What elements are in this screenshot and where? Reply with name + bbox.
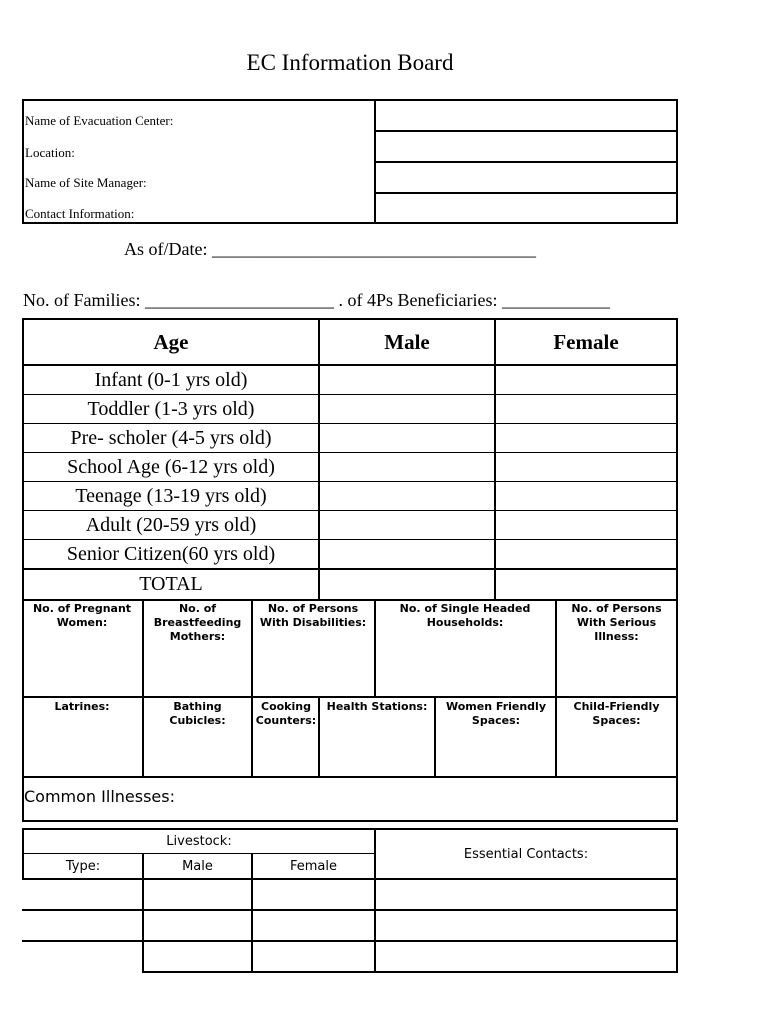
as-of-date-blank[interactable]: ____________________________________ xyxy=(211,239,536,259)
as-of-date-line xyxy=(124,239,536,260)
livestock-male-header: Male xyxy=(182,858,213,874)
evac-center-field[interactable] xyxy=(376,101,676,130)
essential-contacts-header: Essential Contacts: xyxy=(463,846,589,862)
fourps-blank[interactable]: ____________ xyxy=(501,290,610,310)
cooking-counters-label: Cooking Counters: xyxy=(255,700,317,727)
age-row-senior: Senior Citizen(60 yrs old) xyxy=(66,542,276,565)
livestock-title: Livestock: xyxy=(166,834,232,849)
age-row-infant: Infant (0-1 yrs old) xyxy=(94,368,248,391)
fourps-label: . of 4Ps Beneficiaries: xyxy=(338,290,498,310)
women-friendly-label: Women Friendly Spaces: xyxy=(446,700,546,727)
breastfeeding-label: No. of Breastfeeding Mothers: xyxy=(153,602,242,643)
families-blank[interactable]: _____________________ xyxy=(145,290,334,310)
health-stations-label: Health Stations: xyxy=(326,700,428,713)
families-line xyxy=(23,290,678,311)
site-manager-field[interactable] xyxy=(376,163,676,192)
age-row-toddler: Toddler (1-3 yrs old) xyxy=(87,397,255,420)
age-row-teenage: Teenage (13-19 yrs old) xyxy=(75,484,267,507)
male-header: Male xyxy=(384,329,430,354)
evac-center-label: Name of Evacuation Center: xyxy=(25,113,174,128)
bathing-cubicles-label: Bathing Cubicles: xyxy=(169,700,226,727)
contact-field[interactable] xyxy=(376,194,676,222)
female-count-cells[interactable] xyxy=(496,366,676,599)
site-manager-label: Name of Site Manager: xyxy=(25,175,147,190)
male-count-cells[interactable] xyxy=(320,366,494,599)
location-label: Location: xyxy=(25,145,75,160)
as-of-date-label: As of/Date: xyxy=(124,239,208,259)
child-friendly-label: Child-Friendly Spaces: xyxy=(573,700,660,727)
age-header: Age xyxy=(153,329,189,354)
total-label: TOTAL xyxy=(139,573,203,595)
livestock-female-header: Female xyxy=(289,858,337,874)
page-title: EC Information Board xyxy=(246,50,454,75)
essential-contacts-rows[interactable] xyxy=(376,880,676,971)
single-headed-label: No. of Single Headed Households: xyxy=(399,602,531,629)
age-row-adult: Adult (20-59 yrs old) xyxy=(85,513,257,536)
latrines-label: Latrines: xyxy=(54,700,110,713)
pwd-label: No. of Persons With Disabilities: xyxy=(259,602,367,629)
location-field[interactable] xyxy=(376,132,676,161)
contact-label: Contact Information: xyxy=(25,206,135,221)
families-label: No. of Families: xyxy=(23,290,141,310)
pregnant-women-label: No. of Pregnant Women: xyxy=(32,602,132,629)
female-header: Female xyxy=(553,329,619,354)
livestock-entry-rows[interactable] xyxy=(22,880,374,971)
livestock-type-header: Type: xyxy=(65,858,101,874)
common-illnesses-label: Common Illnesses: xyxy=(24,787,175,806)
serious-illness-label: No. of Persons With Serious Illness: xyxy=(571,602,662,643)
age-row-school-age: School Age (6-12 yrs old) xyxy=(67,455,275,478)
age-row-preschooler: Pre- scholer (4-5 yrs old) xyxy=(70,426,272,449)
